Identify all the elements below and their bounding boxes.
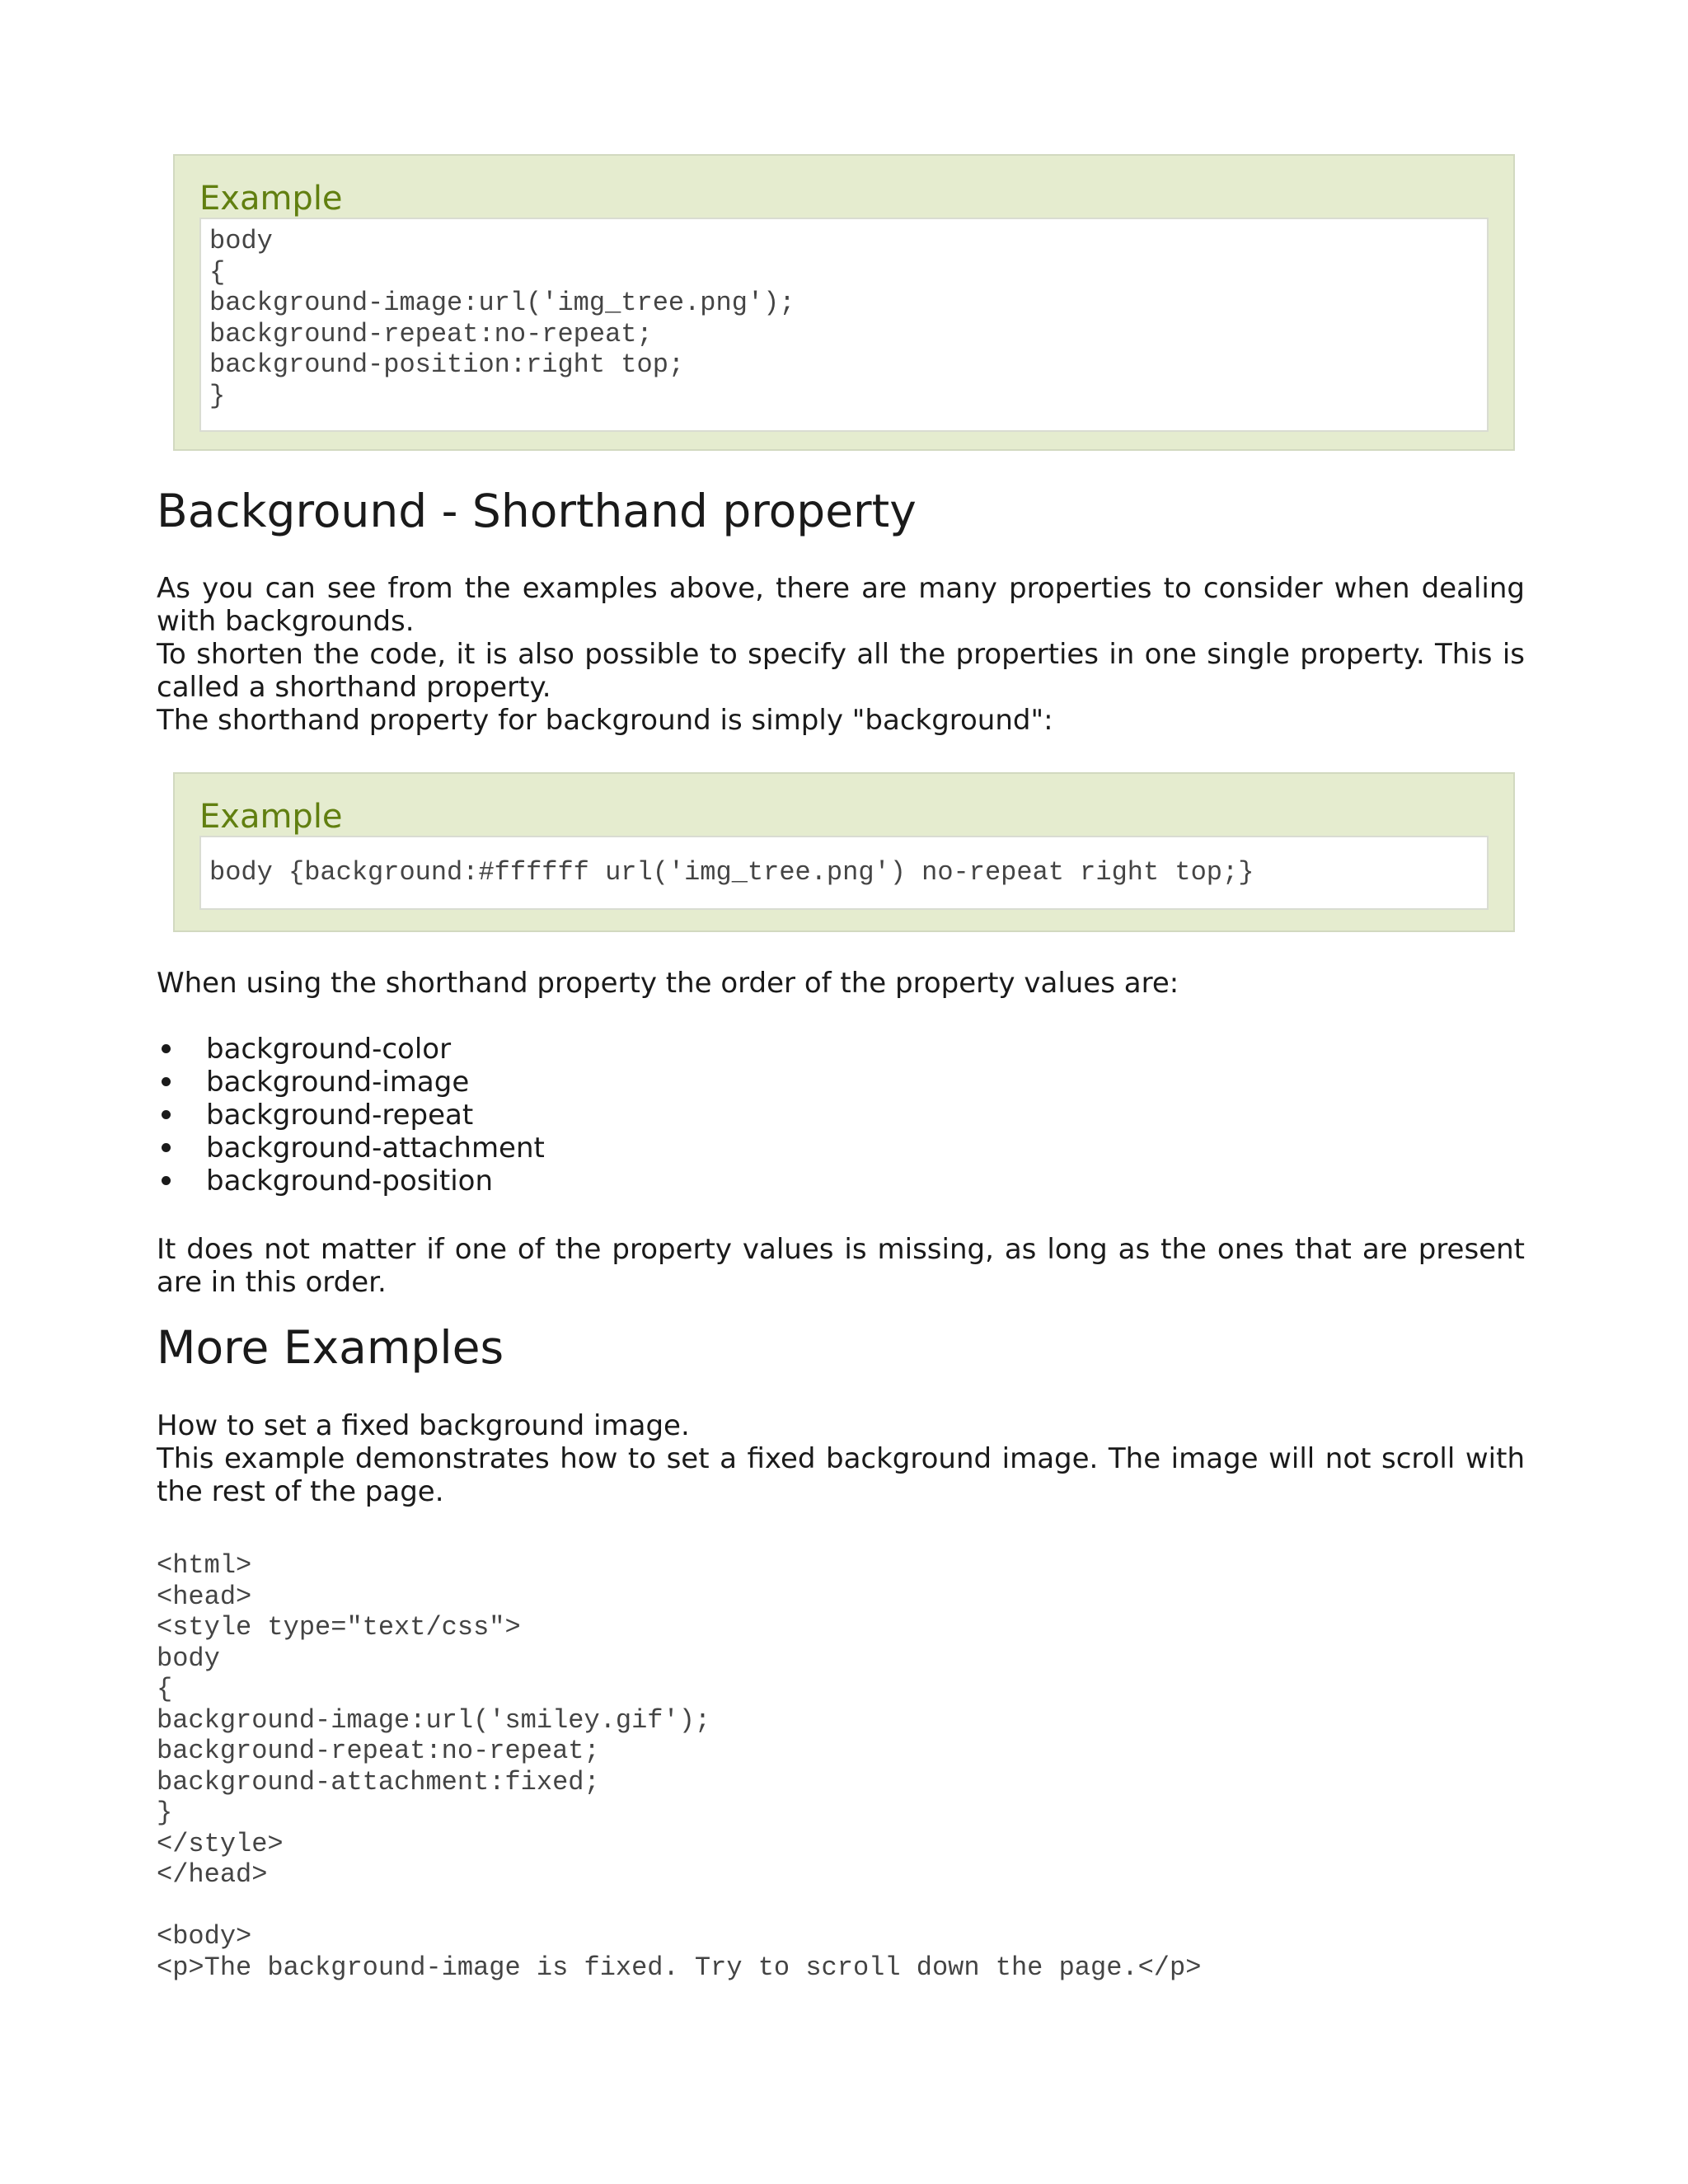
paragraph-line: As you can see from the examples above, there are many properties to consider when dealing <box>157 572 1525 605</box>
code-line: <style type="text/css"> <box>157 1612 521 1643</box>
list-item: background-image <box>157 1066 545 1099</box>
paragraph-line: with backgrounds. <box>157 605 415 638</box>
code-line: <html> <box>157 1550 252 1581</box>
code-line: background-repeat:no-repeat; <box>209 318 653 349</box>
code-line: body <box>157 1643 220 1674</box>
section-heading: More Examples <box>157 1321 504 1374</box>
code-line: } <box>209 380 226 411</box>
code-line: { <box>157 1674 173 1704</box>
code-line: </head> <box>157 1859 268 1890</box>
code-line: background-position:right top; <box>209 349 685 380</box>
code-line: <p>The background-image is fixed. Try to scroll down the page.</p> <box>157 1952 1202 1983</box>
paragraph-line: To shorten the code, it is also possible to specify all the properties in one single property. This is <box>157 638 1525 671</box>
code-line: <head> <box>157 1581 252 1612</box>
example-box <box>173 772 1515 932</box>
paragraph-line: The shorthand property for background is simply "background": <box>157 704 1053 737</box>
property-order-list <box>157 1033 545 1197</box>
paragraph <box>157 572 1525 737</box>
paragraph-line: This example demonstrates how to set a fixed background image. The image will not scroll with <box>157 1442 1525 1475</box>
paragraph-line: the rest of the page. <box>157 1475 444 1508</box>
code-line: background-image:url('smiley.gif'); <box>157 1704 711 1736</box>
list-item: background-position <box>157 1165 545 1197</box>
bullet-icon <box>162 1077 171 1086</box>
code-line <box>157 1891 1201 1922</box>
paragraph <box>157 1233 1525 1299</box>
list-item: background-color <box>157 1033 545 1066</box>
bullet-icon <box>162 1044 171 1053</box>
paragraph-line: called a shorthand property. <box>157 671 551 704</box>
code-line: <body> <box>157 1921 252 1952</box>
section-heading: Background - Shorthand property <box>157 485 917 537</box>
code-line: background-image:url('img_tree.png'); <box>209 288 795 318</box>
paragraph <box>157 1409 1525 1508</box>
paragraph-line: are in this order. <box>157 1266 387 1299</box>
bullet-icon <box>162 1143 171 1152</box>
paragraph: When using the shorthand property the order of the property values are: <box>157 967 1179 1000</box>
example-title: Example <box>199 180 343 218</box>
bullet-icon <box>162 1110 171 1119</box>
code-sample <box>157 1550 1201 1983</box>
code-line: background-attachment:fixed; <box>157 1766 600 1797</box>
code-block <box>199 218 1489 432</box>
list-item: background-repeat <box>157 1099 545 1132</box>
code-block <box>199 836 1489 910</box>
code-line: body {background:#ffffff url('img_tree.png') no-repeat right top;} <box>209 857 1254 888</box>
bullet-icon <box>162 1176 171 1185</box>
code-line: background-repeat:no-repeat; <box>157 1736 600 1766</box>
example-title: Example <box>199 798 343 836</box>
code-line: } <box>157 1797 173 1828</box>
paragraph-line: It does not matter if one of the property values is missing, as long as the ones that are present <box>157 1233 1525 1266</box>
example-box <box>173 154 1515 451</box>
paragraph-line: How to set a fixed background image. <box>157 1409 690 1442</box>
list-item: background-attachment <box>157 1132 545 1165</box>
code-line: body <box>209 226 273 256</box>
code-line: { <box>209 256 226 288</box>
code-line: </style> <box>157 1828 284 1859</box>
